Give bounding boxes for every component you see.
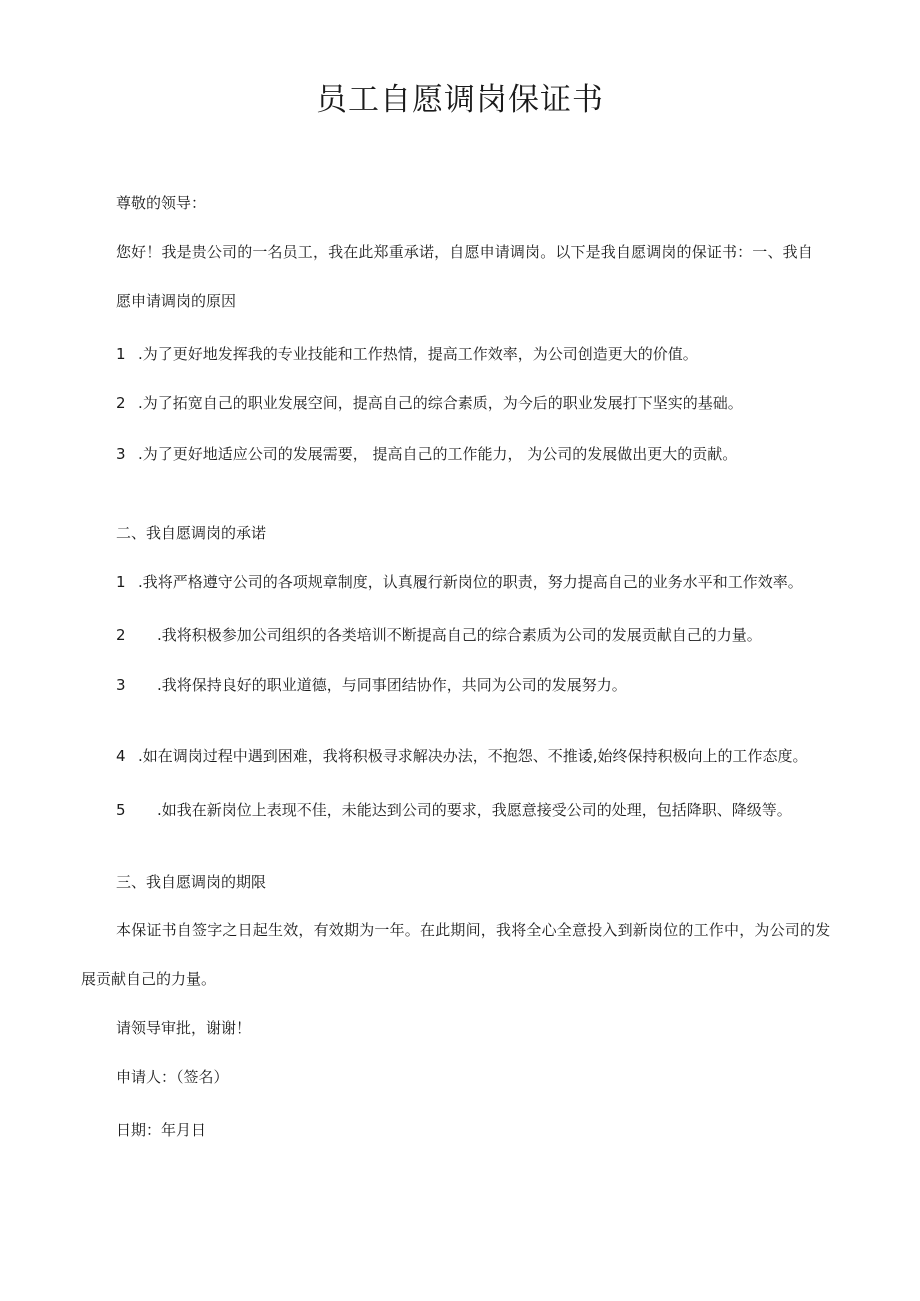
list-item-text: .为了拓宽自己的职业发展空间，提高自己的综合素质，为今后的职业发展打下坚实的基础。 [138, 394, 743, 412]
period-line-2: 展贡献自己的力量。 [81, 970, 217, 988]
closing-line: 请领导审批，谢谢！ [116, 1019, 252, 1037]
list-item-number: 4 [116, 747, 126, 765]
list-item-text: .如在调岗过程中遇到困难，我将积极寻求解决办法，不抱怨、不推诿,始终保持积极向上的工作态度。 [138, 747, 808, 765]
list-item-number: 3 [116, 676, 126, 694]
list-item-text: .为了更好地发挥我的专业技能和工作热情，提高工作效率，为公司创造更大的价值。 [138, 345, 698, 363]
list-item-text: .如我在新岗位上表现不佳，未能达到公司的要求，我愿意接受公司的处理，包括降职、降级等。 [157, 801, 792, 819]
list-item-text: .我将严格遵守公司的各项规章制度，认真履行新岗位的职责，努力提高自己的业务水平和工作效率。 [138, 573, 803, 591]
section-3-heading: 三、我自愿调岗的期限 [116, 873, 267, 891]
period-line-1: 本保证书自签字之日起生效，有效期为一年。在此期间，我将全心全意投入到新岗位的工作中，为公司的发 [116, 921, 831, 939]
list-item-number: 1 [116, 573, 126, 591]
salutation: 尊敬的领导： [116, 194, 207, 212]
list-item-number: 2 [116, 626, 126, 644]
date-line: 日期：年月日 [116, 1121, 207, 1139]
list-item-text: .我将保持良好的职业道德，与同事团结协作，共同为公司的发展努力。 [157, 676, 627, 694]
list-item-number: 2 [116, 394, 126, 412]
section-2-heading: 二、我自愿调岗的承诺 [116, 524, 267, 542]
document-title: 员工自愿调岗保证书 [316, 82, 604, 118]
list-item-number: 5 [116, 801, 126, 819]
list-item-text: .我将积极参加公司组织的各类培训不断提高自己的综合素质为公司的发展贡献自己的力量。 [157, 626, 762, 644]
list-item-number: 3 [116, 445, 126, 463]
intro-line-1: 您好！我是贵公司的一名员工，我在此郑重承诺，自愿申请调岗。以下是我自愿调岗的保证书：一、我自 [116, 243, 813, 261]
applicant-signature: 申请人：（签名） [116, 1068, 229, 1086]
intro-line-2: 愿申请调岗的原因 [116, 292, 237, 310]
list-item-number: 1 [116, 345, 126, 363]
list-item-text: .为了更好地适应公司的发展需要， 提高自己的工作能力， 为公司的发展做出更大的贡献。 [138, 445, 738, 463]
